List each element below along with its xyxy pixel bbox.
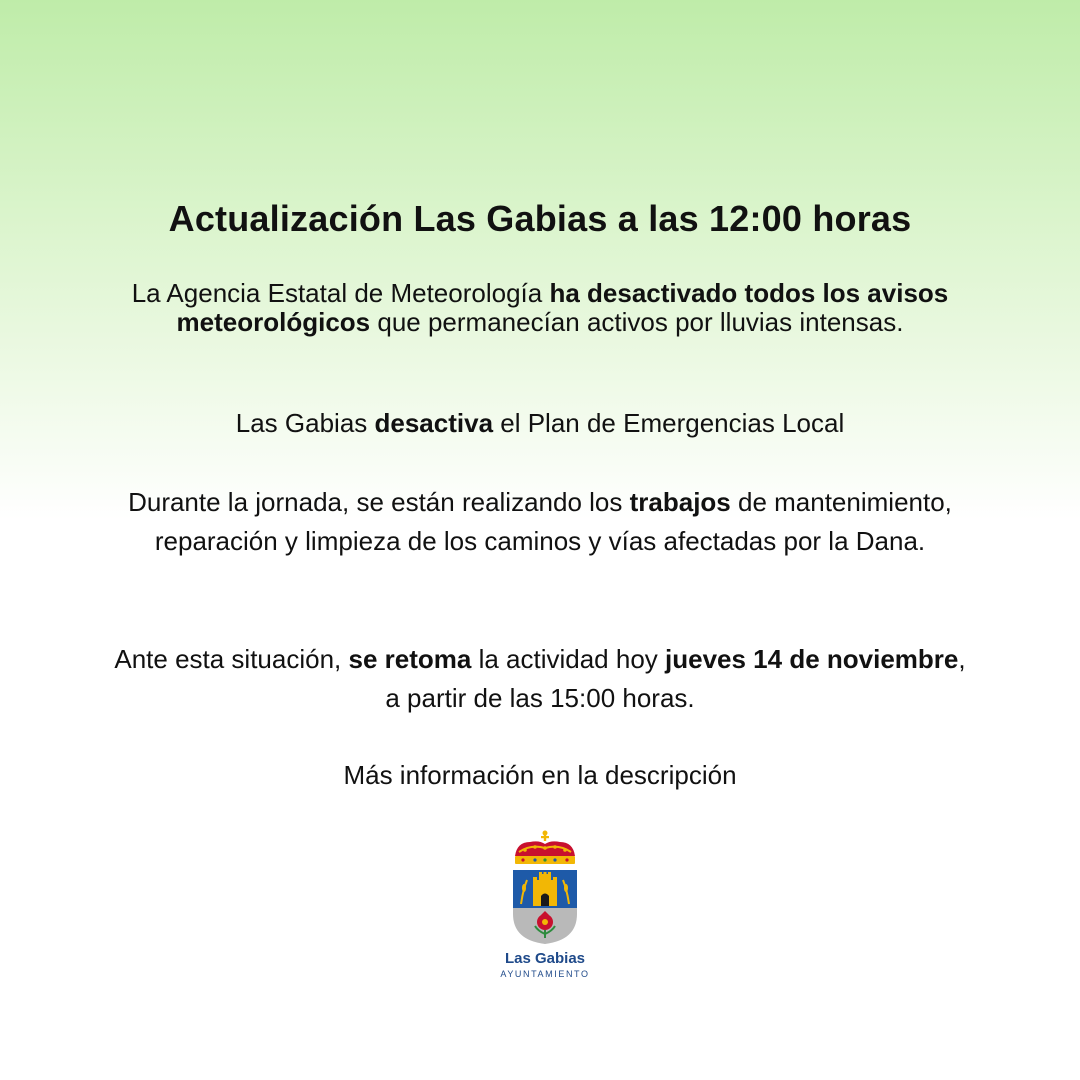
logo-subtitle: AYUNTAMIENTO xyxy=(500,969,590,979)
paragraph-plan-bold-1: desactiva xyxy=(374,408,494,438)
page-title: Actualización Las Gabias a las 12:00 horas xyxy=(168,198,912,239)
paragraph-works-bold-1: trabajos xyxy=(629,487,731,517)
paragraph-works-text-2: de mantenimiento, reparación y limpieza de los caminos y vías afectadas por la Dana. xyxy=(154,487,952,556)
paragraph-plan xyxy=(100,407,980,439)
paragraph-resume-text-1: Ante esta situación, xyxy=(114,644,349,674)
paragraph-aemet-bold-1: ha desactivado todos los avisos meteorológicos xyxy=(176,278,949,337)
paragraph-aemet-text-2: que permanecían activos por lluvias intensas. xyxy=(370,307,904,337)
paragraph-works-text-1: Durante la jornada, se están realizando los xyxy=(128,487,630,517)
paragraph-works xyxy=(110,483,970,561)
paragraph-plan-text-1: Las Gabias xyxy=(235,408,375,438)
paragraph-plan-text-2: el Plan de Emergencias Local xyxy=(493,408,845,438)
coat-of-arms-icon xyxy=(505,828,585,952)
paragraph-more-info: Más información en la descripción xyxy=(343,760,737,790)
shield-icon xyxy=(513,870,577,944)
paragraph-aemet-text-1: La Agencia Estatal de Meteorología xyxy=(131,278,550,308)
paragraph-aemet xyxy=(120,279,960,337)
paragraph-resume-bold-1: se retoma xyxy=(348,644,472,674)
logo-name: Las Gabias xyxy=(504,950,586,967)
crown-icon xyxy=(515,831,575,865)
paragraph-resume-text-3: , a partir de las 15:00 horas. xyxy=(385,644,966,713)
paragraph-resume-text-2: la actividad hoy xyxy=(471,644,666,674)
paragraph-resume-bold-2: jueves 14 de noviembre xyxy=(665,644,959,674)
las-gabias-logo xyxy=(460,828,620,988)
paragraph-resume xyxy=(110,640,970,718)
